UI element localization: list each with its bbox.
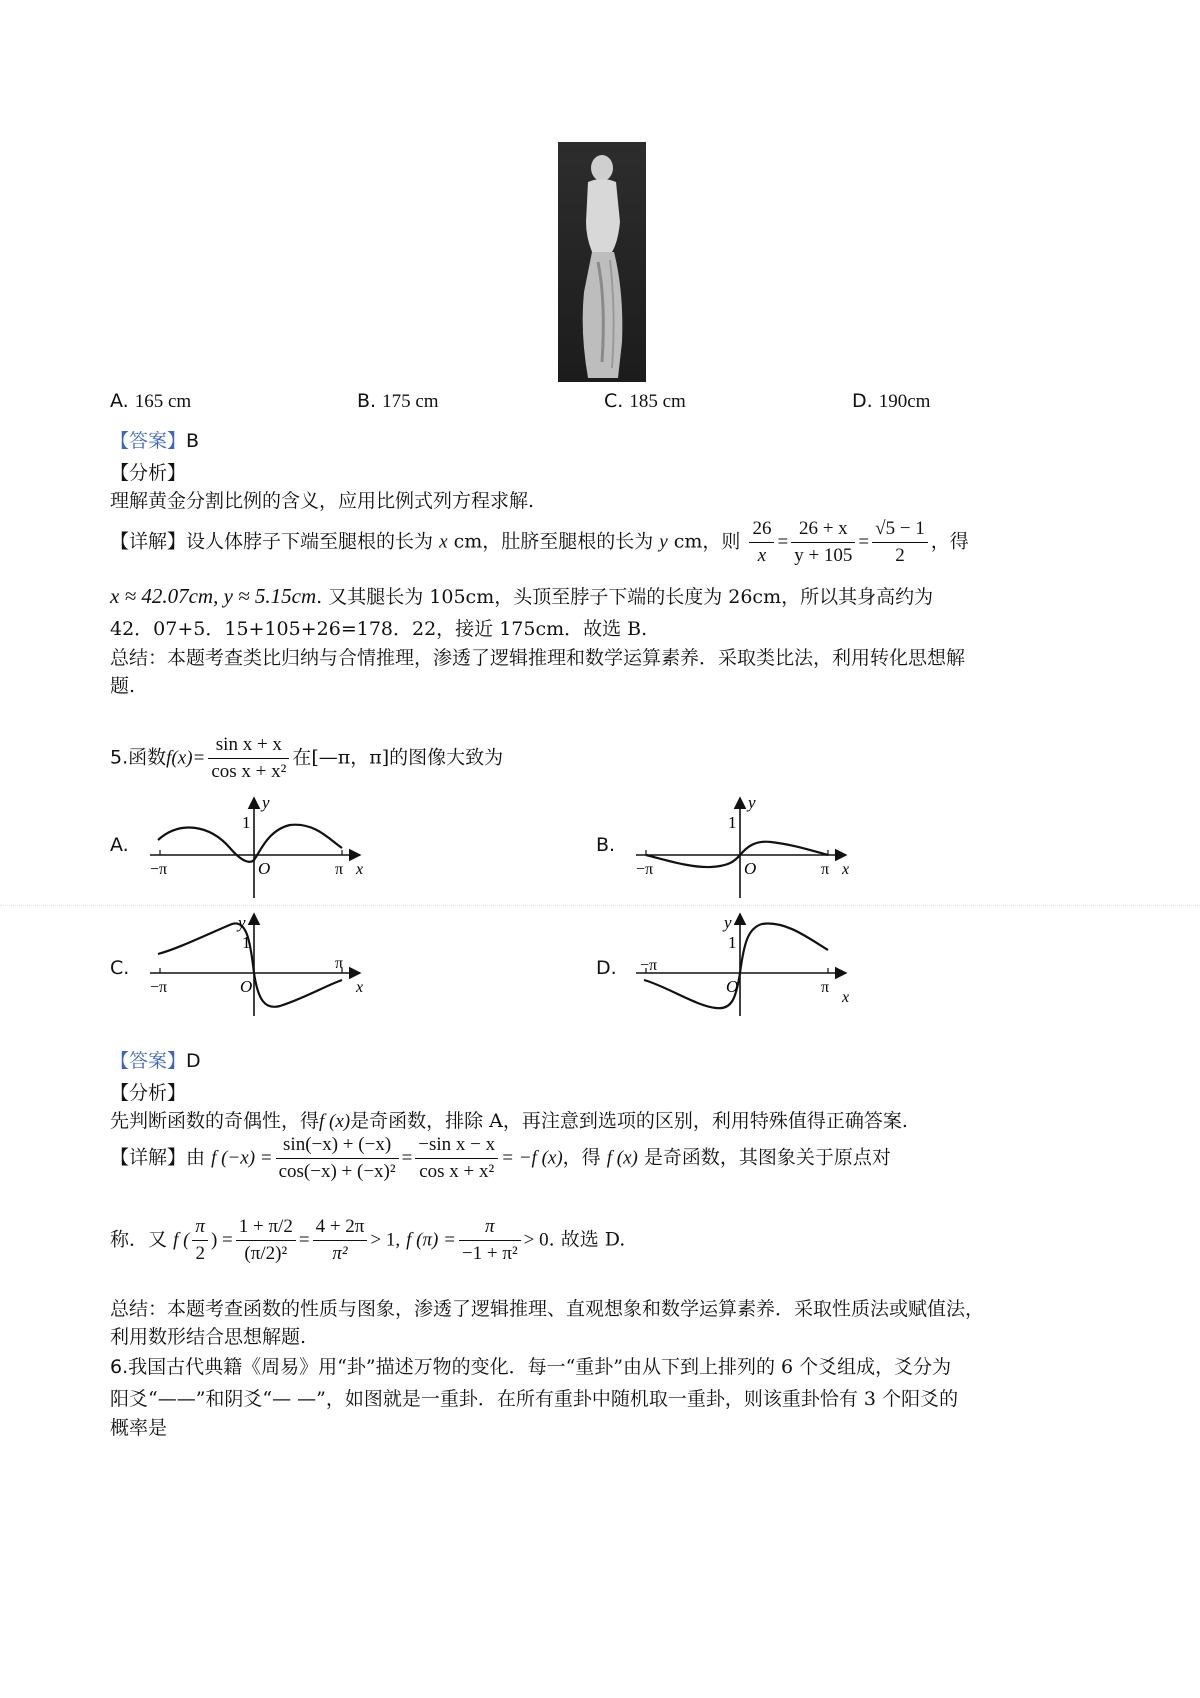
graph-option-b-label: B. bbox=[596, 834, 616, 856]
numerator: 1 + π/2 bbox=[236, 1216, 296, 1241]
graph-a bbox=[150, 790, 380, 900]
x-label: x bbox=[356, 979, 364, 996]
fraction-big bbox=[236, 1216, 296, 1265]
graph-option-c-label: C. bbox=[110, 957, 130, 979]
f-close: ) = bbox=[210, 1229, 233, 1251]
numerator: π bbox=[192, 1216, 208, 1241]
q4-answer-line bbox=[110, 426, 199, 453]
detail-tag: 【详解】 bbox=[110, 1146, 187, 1169]
text: ，得 bbox=[930, 530, 969, 553]
denominator: −1 + π² bbox=[461, 1243, 518, 1264]
q4-option-b bbox=[357, 390, 439, 413]
denominator: 2 bbox=[195, 1243, 205, 1264]
text: ，得 bbox=[562, 1146, 601, 1169]
q5-answer-line bbox=[110, 1046, 201, 1073]
fraction-neg-sin bbox=[415, 1134, 498, 1183]
text: . 又其腿长为 105cm，头顶至脖子下端的长度为 26cm，所以其身高约为 bbox=[316, 586, 934, 608]
q5-summary-line-2: 利用数形结合思想解题. bbox=[110, 1326, 307, 1348]
fx: f (x) bbox=[606, 1147, 638, 1169]
option-value: 185 cm bbox=[629, 391, 686, 412]
one-label: 1 bbox=[242, 933, 251, 952]
page-divider bbox=[0, 905, 1200, 906]
fx: f (x) bbox=[319, 1111, 351, 1132]
text: 是奇函数，排除 A，再注意到选项的区别，利用特殊值得正确答案. bbox=[350, 1110, 908, 1132]
y-label: y bbox=[238, 913, 246, 932]
graph-d bbox=[636, 908, 866, 1018]
x-label: x bbox=[842, 861, 850, 878]
f-neg-x: f (−x) = bbox=[211, 1147, 273, 1169]
q4-detail-line-3: 42．07+5．15+105+26=178．22，接近 175cm．故选 B. bbox=[110, 618, 648, 640]
text: 先判断函数的奇偶性，得 bbox=[110, 1110, 320, 1132]
gt-one: > 1, bbox=[370, 1229, 401, 1251]
y-label: y bbox=[724, 913, 732, 932]
neg-pi-label: −π bbox=[150, 861, 168, 878]
x-label: x bbox=[842, 989, 850, 1006]
var-x: x bbox=[439, 531, 448, 553]
graph-c bbox=[150, 908, 380, 1018]
answer-tag: 【答案】 bbox=[110, 1050, 187, 1072]
q4-detail-line-2 bbox=[110, 582, 933, 609]
graph-b bbox=[636, 790, 866, 900]
question-number: 5. bbox=[110, 746, 129, 769]
pi-label: π bbox=[335, 955, 344, 972]
origin-label: O bbox=[240, 977, 253, 996]
text: cm，则 bbox=[673, 530, 741, 553]
neg-pi-label: −π bbox=[150, 979, 168, 996]
q4-summary-line-1: 总结：本题考查类比归纳与合情推理，渗透了逻辑推理和数学运算素养．采取类比法，利用转化思想解 bbox=[110, 647, 966, 669]
q6-line-3: 概率是 bbox=[110, 1417, 168, 1439]
detail-tag: 【详解】 bbox=[110, 530, 187, 553]
fraction-sin-neg bbox=[276, 1134, 399, 1183]
approx-values: x ≈ 42.07cm, y ≈ 5.15cm bbox=[110, 584, 317, 608]
statue-silhouette bbox=[558, 142, 646, 382]
numerator: 4 + 2π bbox=[313, 1216, 368, 1241]
numerator: −sin x − x bbox=[415, 1134, 498, 1159]
fx: f(x)= bbox=[166, 747, 206, 769]
origin-label: O bbox=[744, 859, 757, 878]
q5-analysis-text bbox=[110, 1106, 908, 1133]
option-label: A. bbox=[110, 390, 129, 412]
q5-detail-line-1: 【详解】由 f (−x) = $\frac{\sin(-x) + (-x)}{\text{cos(−x) + (−x)²}}$ = $\frac{\text{−sin x − x}}{\text{cos x + x²}}$ = −f (x)，得 f (x) 是奇函数，其图象关于原点对 bbox=[110, 1134, 891, 1182]
denominator: 2 bbox=[895, 545, 905, 566]
denominator: cos x + x² bbox=[419, 1161, 495, 1182]
denominator: cos(−x) + (−x)² bbox=[278, 1161, 396, 1182]
var-y: y bbox=[659, 531, 668, 553]
pi-label: π bbox=[821, 861, 830, 878]
q6-line-1 bbox=[110, 1352, 951, 1379]
denominator: cos x + x² bbox=[211, 761, 287, 782]
pi-label: π bbox=[335, 861, 344, 878]
origin-label: O bbox=[258, 859, 271, 878]
q5-summary-line-1: 总结：本题考查函数的性质与图象，渗透了逻辑推理、直观想象和数学运算素养．采取性质法或赋值法， bbox=[110, 1298, 985, 1320]
denominator: π² bbox=[332, 1243, 348, 1264]
y-label: y bbox=[262, 793, 270, 812]
fraction-26x-over-y105 bbox=[791, 518, 855, 567]
text: 函数 bbox=[128, 746, 167, 769]
q6-line-2: 阳爻“——”和阴爻“— —”，如图就是一重卦．在所有重卦中随机取一重卦，则该重卦恰有 3 个阳爻的 bbox=[110, 1388, 959, 1410]
q4-summary-line-2: 题. bbox=[110, 675, 136, 697]
q5-function-fraction bbox=[208, 734, 289, 783]
q5-question bbox=[110, 734, 503, 783]
fraction-golden-ratio bbox=[872, 518, 928, 567]
q4-option-d bbox=[852, 390, 930, 413]
option-value: 175 cm bbox=[382, 391, 439, 412]
answer-value: B bbox=[186, 430, 200, 452]
answer-value: D bbox=[186, 1050, 201, 1072]
x-label: x bbox=[356, 861, 364, 878]
origin-label: O bbox=[726, 977, 739, 996]
numerator: 26 bbox=[749, 518, 774, 543]
q4-analysis-text: 理解黄金分割比例的含义，应用比例式列方程求解. bbox=[110, 490, 535, 512]
text: cm，肚脐至腿根的长为 bbox=[453, 530, 654, 553]
pi-label: π bbox=[821, 979, 830, 996]
text: 称．又 bbox=[110, 1228, 168, 1251]
f-open: f ( bbox=[173, 1229, 190, 1251]
numerator: sin x + x bbox=[208, 734, 289, 759]
graph-option-a-label: A. bbox=[110, 834, 129, 856]
text: 由 bbox=[186, 1146, 206, 1169]
f-pi: f (π) = bbox=[406, 1229, 456, 1251]
text: 是奇函数，其图象关于原点对 bbox=[643, 1146, 891, 1169]
text: 在[—π，π]的图像大致为 bbox=[292, 746, 504, 769]
answer-tag: 【答案】 bbox=[110, 430, 187, 452]
gt-zero: > 0 bbox=[523, 1229, 549, 1251]
one-label: 1 bbox=[728, 933, 737, 952]
q5-analysis-tag: 【分析】 bbox=[110, 1082, 187, 1104]
option-value: 165 cm bbox=[134, 391, 192, 412]
one-label: 1 bbox=[242, 813, 251, 832]
neg-fx: = −f (x) bbox=[501, 1147, 563, 1169]
option-value: 190cm bbox=[878, 391, 931, 412]
option-label: C. bbox=[604, 390, 624, 412]
q4-option-c bbox=[604, 390, 686, 413]
fraction-26-over-x bbox=[749, 518, 774, 567]
neg-pi-label: −π bbox=[636, 861, 654, 878]
question-number: 6. bbox=[110, 1356, 129, 1378]
denominator: x bbox=[757, 545, 767, 566]
y-label: y bbox=[748, 793, 756, 812]
text: . 故选 D. bbox=[548, 1228, 626, 1251]
graph-option-d-label: D. bbox=[596, 957, 617, 979]
numerator: 26 + x bbox=[791, 518, 855, 543]
q5-detail-line-2: 称．又 f ( $\frac{\pi}{2}$ ) = $\frac{1 + \pi/2}{\text{(π/2)²}}$ = $\frac{4 + 2\pi}{\text{π²}}$ > 1, f (π) = $\frac{\pi}{\text{−1 + π²}}$ > 0. 故选 D. bbox=[110, 1216, 626, 1264]
numerator: π bbox=[459, 1216, 521, 1241]
option-label: B. bbox=[357, 390, 377, 412]
q4-detail-line-1: 【详解】设人体脖子下端至腿根的长为 x cm，肚脐至腿根的长为 y cm，则 $\frac{26}{x}$ = $\frac{26 + x}{y + 105}$ = $\frac{√5 - 1}{2}$ ，得 bbox=[110, 518, 969, 566]
neg-pi-label: −π bbox=[640, 957, 658, 974]
q4-option-a bbox=[110, 390, 191, 413]
text: 我国古代典籍《周易》用“卦”描述万物的变化．每一“重卦”由从下到上排列的 6 个爻组成，爻分为 bbox=[128, 1356, 952, 1378]
fraction-pi-over bbox=[459, 1216, 521, 1265]
numerator: sin(−x) + (−x) bbox=[276, 1134, 399, 1159]
text: 设人体脖子下端至腿根的长为 bbox=[186, 530, 434, 553]
option-label: D. bbox=[852, 390, 873, 412]
q4-analysis-tag: 【分析】 bbox=[110, 462, 187, 484]
fraction-4-2pi bbox=[313, 1216, 368, 1265]
venus-statue-image bbox=[558, 142, 646, 382]
numerator: √5 − 1 bbox=[872, 518, 928, 543]
denominator: (π/2)² bbox=[244, 1243, 288, 1264]
one-label: 1 bbox=[728, 813, 737, 832]
fraction-pi-over-2 bbox=[192, 1216, 208, 1265]
denominator: y + 105 bbox=[794, 545, 853, 566]
